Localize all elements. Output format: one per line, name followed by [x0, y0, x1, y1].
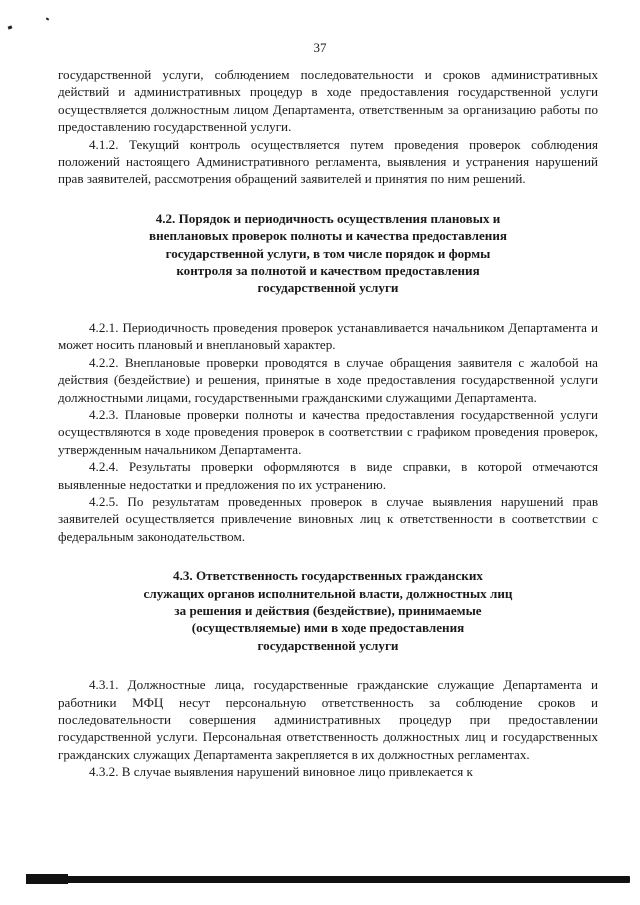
paragraph-4-2-1: 4.2.1. Периодичность проведения проверок устанавливается начальником Департамента и может носить плановый и внеплановый характер.	[58, 319, 598, 353]
paragraph-4-2-4: 4.2.4. Результаты проверки оформляются в виде справки, в которой отмечаются выявленные недостатки и предложения по их устранению.	[58, 459, 598, 492]
paragraph-4-1-2: 4.1.2. Текущий контроль осуществляется путем проведения проверок соблюдения положений настоящего Административного регламента, выявления и устранения нарушений прав заявителей, рассмотрения обращений заявителей и принятия по ним решений.	[58, 136, 598, 187]
paragraph-4-2-5: 4.2.5. По результатам проведенных проверок в случае выявления нарушений прав заявителей осуществляется привлечение виновных лиц к ответственности в соответствии с федеральным законодательством.	[58, 493, 598, 544]
paragraph-4-3-2: 4.3.2. В случае выявления нарушений виновное лицо привлекается к	[89, 764, 473, 780]
document-body	[58, 66, 598, 781]
page-number: 37	[313, 40, 327, 55]
section-heading-4-2: 4.2. Порядок и периодичность осуществления плановых и внеплановых проверок полноты и качества предоставления государственной услуги, в том числе порядок и формы контроля за полнотой и качеством предоставления государственной услуги	[149, 210, 507, 296]
section-heading-4-3: 4.3. Ответственность государственных гражданских служащих органов исполнительной власти, должностных лиц за решения и действия (бездействие), принимаемые (осуществляемые) ими в ходе предоставления государственной услуги	[143, 568, 513, 653]
scan-bottom-bar	[26, 876, 630, 883]
scan-artifact	[8, 25, 13, 29]
paragraph-continuation: государственной услуги, соблюдением последовательности и сроков административных действий и административных процедур в ходе предоставления государственной услуги осуществляется должностным лицом Департамента, ответственным за организацию работы по предоставлению государственной услуги.	[58, 67, 598, 135]
paragraph-4-2-2: 4.2.2. Внеплановые проверки проводятся в случае обращения заявителя с жалобой на действия (бездействие) и решения, принятые в ходе предоставления государственной услуги должностными лицами, государственными гражданскими служащими Департамента.	[58, 354, 598, 405]
paragraph-4-2-3: 4.2.3. Плановые проверки полноты и качества предоставления государственной услуги осуществляются в ходе проведения проверок в соответствии с графиком проведения проверок, утвержденным начальником Департамента.	[58, 406, 598, 457]
scan-artifact	[46, 17, 50, 20]
paragraph-4-3-1: 4.3.1. Должностные лица, государственные гражданские служащие Департамента и работники МФЦ несут персональную ответственность за соблюдение сроков и последовательности совершения административных процедур при предоставлении государственной услуги. Персональная ответственность должностных лиц и государственных гражданских служащих Департамента закрепляется в их должностных регламентах.	[58, 677, 598, 762]
